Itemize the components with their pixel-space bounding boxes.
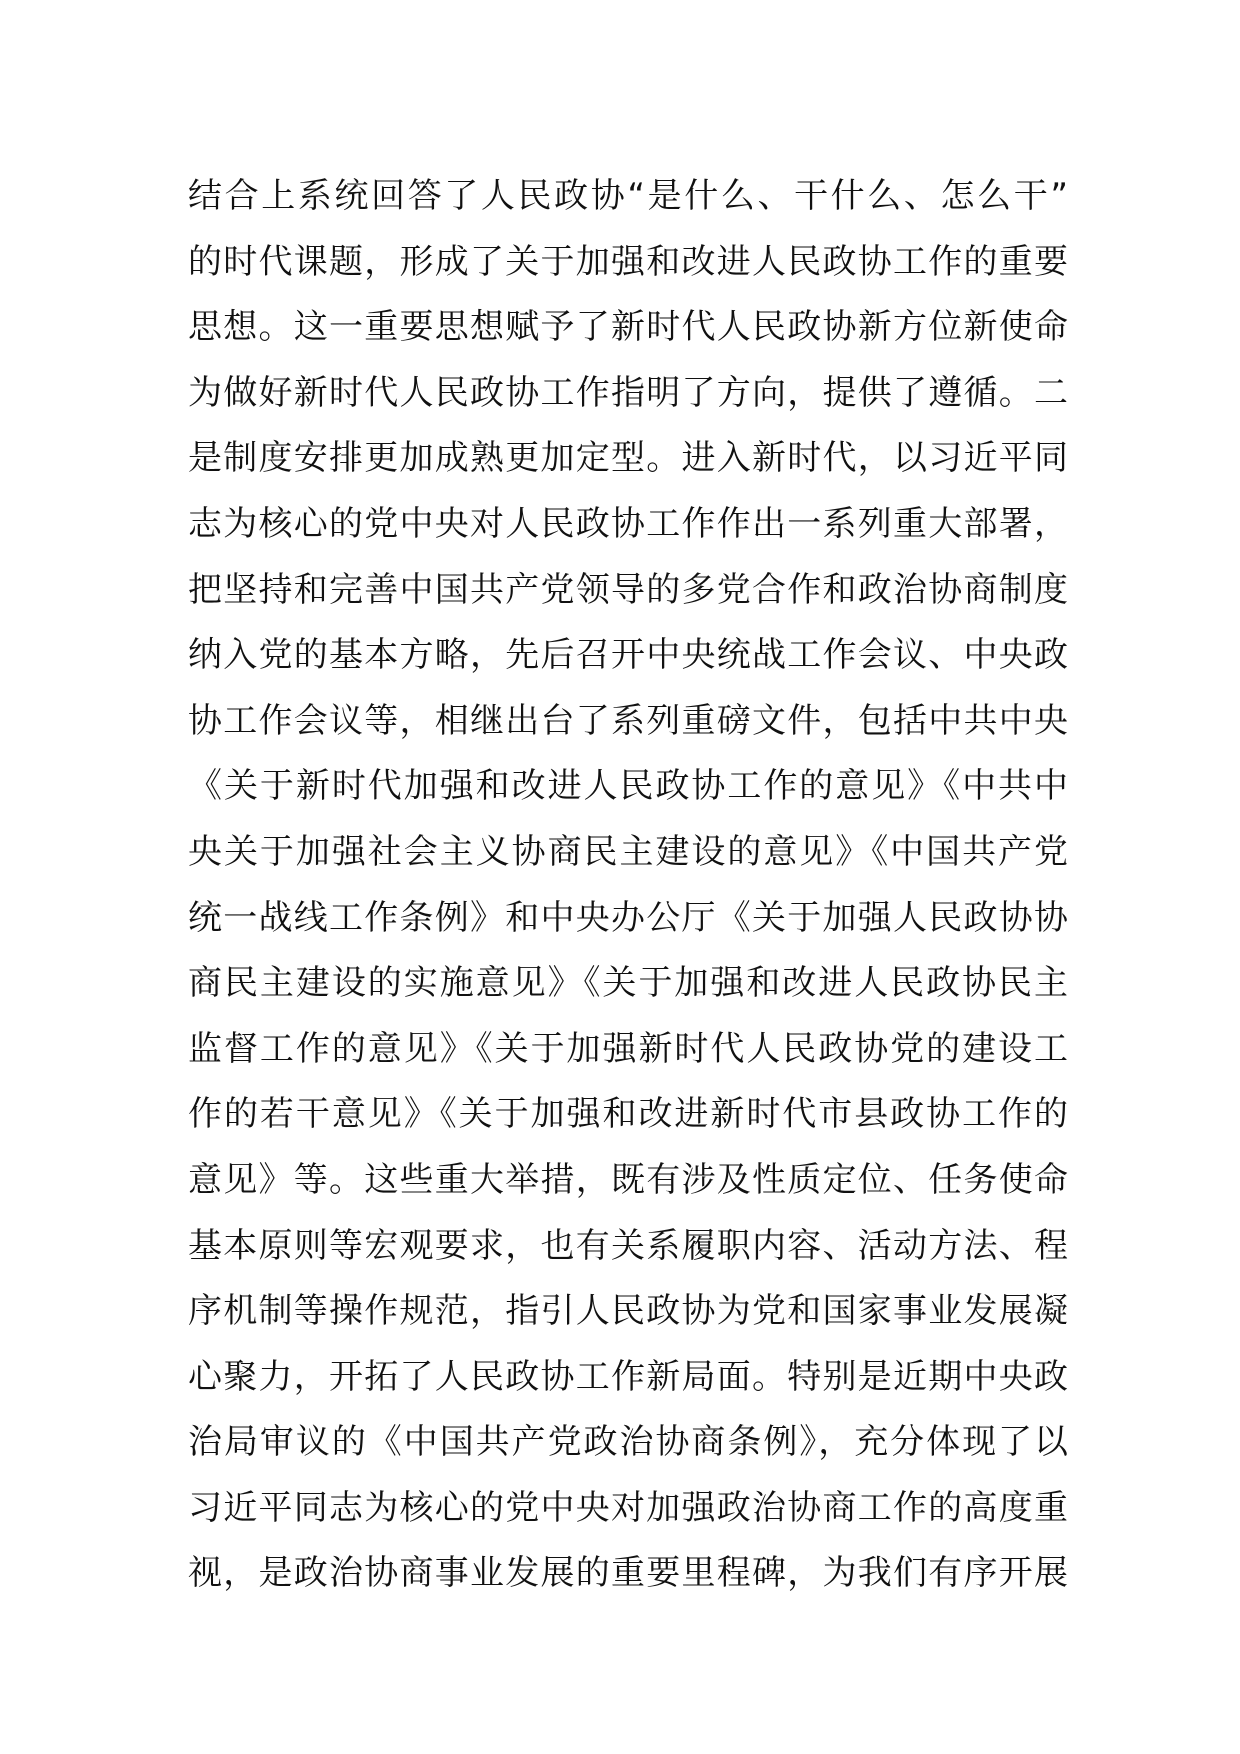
text-line: 序机制等操作规范，指引人民政协为党和国家事业发展凝 (188, 1291, 1068, 1332)
text-line: 纳入党的基本方略，先后召开中央统战工作会议、中央政 (188, 635, 1068, 676)
text-line: 监督工作的意见》《关于加强新时代人民政协党的建设工 (188, 1028, 1068, 1069)
body-text (188, 164, 1068, 1607)
text-line: 志为核心的党中央对人民政协工作作出一系列重大部署， (188, 503, 1068, 544)
text-line: 思想。这一重要思想赋予了新时代人民政协新方位新使命 (188, 307, 1068, 348)
text-line: 习近平同志为核心的党中央对加强政治协商工作的高度重 (188, 1487, 1068, 1528)
text-line: 商民主建设的实施意见》《关于加强和改进人民政协民主 (188, 963, 1068, 1004)
text-line: 作的若干意见》《关于加强和改进新时代市县政协工作的 (188, 1094, 1068, 1135)
text-line: 心聚力，开拓了人民政协工作新局面。特别是近期中央政 (188, 1356, 1068, 1397)
text-line: 基本原则等宏观要求，也有关系履职内容、活动方法、程 (188, 1225, 1068, 1266)
text-line: 结合上系统回答了人民政协“是什么、干什么、怎么干” (188, 176, 1068, 216)
text-line: 治局审议的《中国共产党政治协商条例》，充分体现了以 (188, 1422, 1068, 1463)
text-line: 协工作会议等，相继出台了系列重磅文件，包括中共中央 (188, 700, 1068, 741)
text-line: 把坚持和完善中国共产党领导的多党合作和政治协商制度 (188, 569, 1068, 610)
text-line: 的时代课题，形成了关于加强和改进人民政协工作的重要 (188, 241, 1068, 282)
text-line: 《关于新时代加强和改进人民政协工作的意见》《中共中 (188, 766, 1068, 807)
text-line: 视，是政治协商事业发展的重要里程碑，为我们有序开展 (188, 1553, 1068, 1594)
text-line: 统一战线工作条例》和中央办公厅《关于加强人民政协协 (188, 897, 1068, 938)
text-line: 为做好新时代人民政协工作指明了方向，提供了遵循。二 (188, 372, 1068, 413)
text-line: 央关于加强社会主义协商民主建设的意见》《中国共产党 (188, 831, 1068, 872)
text-line: 意见》等。这些重大举措，既有涉及性质定位、任务使命 (188, 1159, 1068, 1200)
text-line: 是制度安排更加成熟更加定型。进入新时代，以习近平同 (188, 438, 1068, 479)
